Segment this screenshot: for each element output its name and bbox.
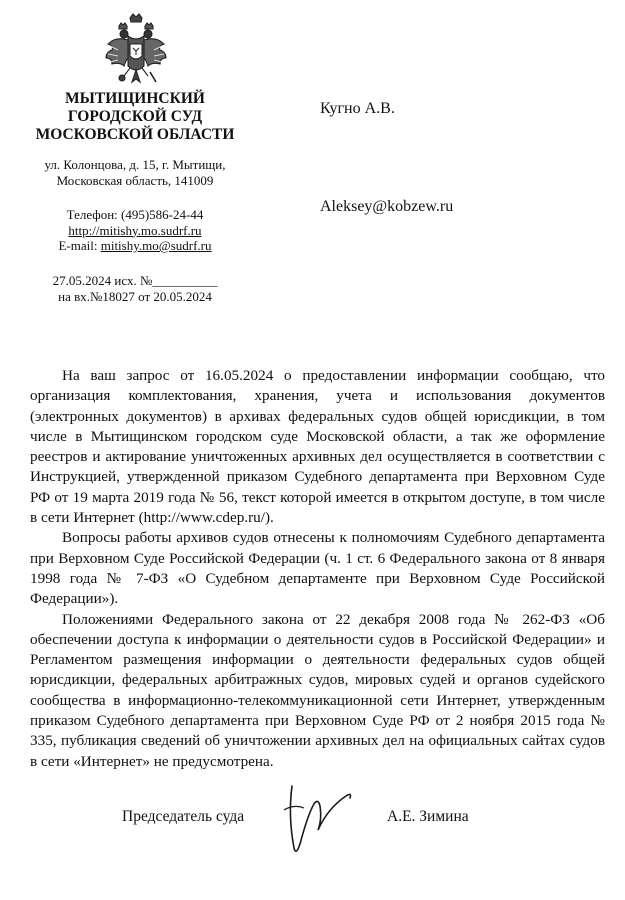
incoming-number: на вх.№18027 от 20.05.2024 [58,289,212,304]
email-line [30,238,240,254]
body-paragraph: Вопросы работы архивов судов отнесены к полномочиям Судебного департамента при Верховном Суде Российской Федерации (ч. 1 ст. 6 Федерального закона от 8 января 1998 года № 7-ФЗ «О Судебном департаменте при Верховном Суде Российской Федерации»). [30,529,605,608]
signatory-name: А.Е. Зимина [387,808,469,825]
document-reference [30,273,240,305]
body-paragraph: Положениями Федерального закона от 22 декабря 2008 года № 262-ФЗ «Об обеспечении доступа к информации о деятельности судов в Российской Федерации» и Регламентом размещения информации о деятельности федеральных судов общей юрисдикции, федеральных арбитражных судов, мировых судей и органов судейского сообщества в информационно-телекоммуникационной сети Интернет, утвержденным приказом Судебного департамента при Верховном Суде РФ от 2 ноября 2015 года № 335, публикация сведений об уничтожении архивных дел на официальных сайтах судов в сети «Интернет» не предусмотрена. [30,610,605,770]
court-name-line: МОСКОВСКОЙ ОБЛАСТИ [35,126,235,143]
body-paragraph: На ваш запрос от 16.05.2024 о предоставлении информации сообщаю, что организация комплектования, хранения, учета и использования документов (электронных документов) в архивах федеральных судов общей юрисдикции, в том числе в Мытищинском городском суде Московской области, а так же оформление реестров и актирование уничтоженных архивных дел осуществляется в соответствии с Инструкцией, утвержденной приказом Судебного департамента при Верховном Суде РФ от 19 марта 2019 года № 56, текст которой имеется в открытом доступе, в том числе в сети Интернет (http://www.cdep.ru/). [30,367,605,527]
coat-of-arms-icon [100,12,172,88]
court-name [30,90,240,144]
email-label: E-mail: [58,238,101,253]
phone-line: Телефон: (495)586-24-44 [66,207,204,222]
court-name-line: ГОРОДСКОЙ СУД [67,108,203,125]
handwritten-signature-icon [270,780,370,860]
signatory-title: Председатель суда [122,808,245,825]
outgoing-number: 27.05.2024 исх. №__________ [52,273,218,288]
address-line: ул. Колонцова, д. 15, г. Мытищи, [44,157,226,172]
court-address [30,157,240,189]
court-contacts [30,207,240,254]
website-link[interactable]: http://mitishy.mo.sudrf.ru [68,222,202,238]
email-link[interactable]: mitishy.mo@sudrf.ru [100,238,212,253]
recipient-email: Aleksey@kobzew.ru [320,198,454,215]
letter-body [30,366,605,772]
recipient-name: Кугно А.В. [320,100,395,117]
court-name-line: МЫТИЩИНСКИЙ [65,90,205,107]
address-line: Московская область, 141009 [56,173,214,188]
